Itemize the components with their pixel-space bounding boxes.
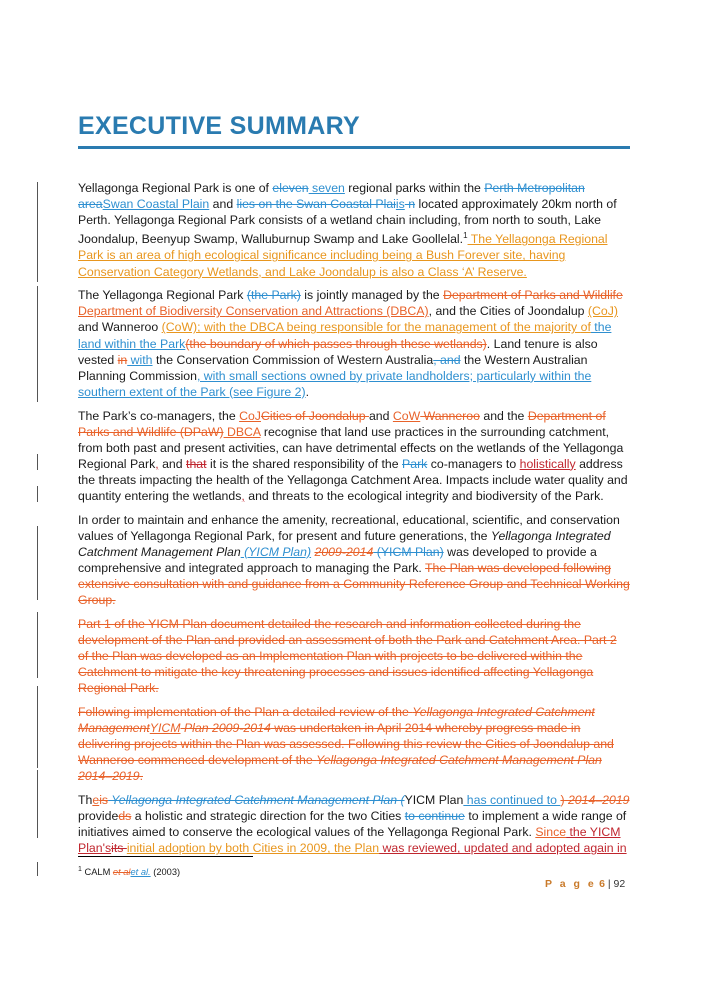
change-bar <box>37 770 38 838</box>
footnote: $^1$ CALM et alet al. (2003) <box>78 866 181 878</box>
page-title: EXECUTIVE SUMMARY <box>78 112 360 140</box>
document-body <box>78 180 630 864</box>
change-bar <box>37 612 38 678</box>
title-underline <box>78 146 630 149</box>
paragraph-intro: Yellagonga Regional Park is one of eleven seven regional parks within the Perth Metropolitan areaSwan Coastal Plain and lies on the Swan Coastal Plaiis n located approximately 20km north of Perth. Yellagonga Regional Park consists of a wetland chain including, from north to south, Lake Joondalup, Beenyup Swamp, Walluburnup Swamp and Lake Goollelal.$^1$ The Yellagonga Regional Park is an area of high ecological significance including being a Bush Forever site, having Conservation Category Wetlands, and Lake Joondalup is also a Class ‘A’ Reserve. <box>78 181 617 279</box>
change-bar <box>37 686 38 768</box>
change-bar <box>37 862 38 876</box>
change-bar <box>37 454 38 470</box>
change-bar <box>37 486 38 502</box>
footnote-separator <box>78 856 253 857</box>
paragraph-plan: In order to maintain and enhance the amenity, recreational, educational, scientific, and conservation values of Yellagonga Regional Park, for present and future generations, the Yellagonga Integrated Catchment Management Plan (YICM Plan) 2009-2014 (YICM Plan) was developed to provide a comprehensive and integrated approach to managing the Park. The Plan was developed following extensive consultation with and guidance from a Community Reference Group and Technical Working Group. <box>78 512 630 608</box>
paragraph-review: Following implementation of the Plan a detailed review of the Yellagonga Integrated Catchment ManagementYICM Plan 2009-2014 was undertaken in April 2014 whereby progress made in delivering projects within the Plan was assessed. Following this review the Cities of Joondalup and Wanneroo commenced development of the Yellagonga Integrated Catchment Management Plan 2014–2019. <box>78 704 614 784</box>
paragraph-part1: Part 1 of the YICM Plan document detailed the research and information collected during the development of the Plan and provided an assessment of both the Park and Catchment Area. Part 2 of the Plan was developed as an Implementation Plan with projects to be delivered within the Catchment to mitigate the key threatening processes and issues identified affecting Yellagonga Regional Park. <box>78 616 617 696</box>
footnote-ref[interactable]: 1 <box>463 231 468 241</box>
change-bar <box>37 232 38 282</box>
change-bar <box>37 526 38 600</box>
paragraph-management: The Yellagonga Regional Park (the Park) is jointly managed by the Department of Parks and Wildlife Department of Biodiversity Conservation and Attractions (DBCA), and the Cities of Joondalup (CoJ) and Wanneroo (CoW); with the DBCA being responsible for the management of the majority of the land within the Park(the boundary of which passes through these wetlands). Land tenure is also vested in with the Conservation Commission of Western Australia, and the Western Australian Planning Commission, with small sections owned by private landholders; particularly within the southern extent of the Park (see Figure 2). <box>78 288 623 399</box>
change-bar <box>37 286 38 402</box>
paragraph-comanagers: The Park’s co-managers, the CoJCities of Joondalup and CoW Wanneroo and the Department of Parks and Wildlife (DPaW) DBCA recognise that land use practices in the surrounding catchment, from both past and present activities, can have detrimental effects on the wetlands of the Yellagonga Regional Park, and that it is the shared responsibility of the Park co-managers to holistically address the threats impacting the health of the Yellagonga Catchment Area. Impacts include water quality and quantity entering the wetlands, and threats to the ecological integrity and biodiversity of the Park. <box>78 408 628 503</box>
paragraph-current: Theis Yellagonga Integrated Catchment Management Plan (YICM Plan has continued to ) 2014–2019 provideds a holistic and strategic direction for the two Cities to continue to implement a wide range of initiatives aimed to conserve the ecological values of the Yellagonga Regional Park. Since the YICM Plan'sits initial adoption by both Cities in 2009, the Plan was reviewed, updated and adopted again in <box>78 792 630 856</box>
page-number: P a g e 6 | 92 <box>545 878 626 890</box>
